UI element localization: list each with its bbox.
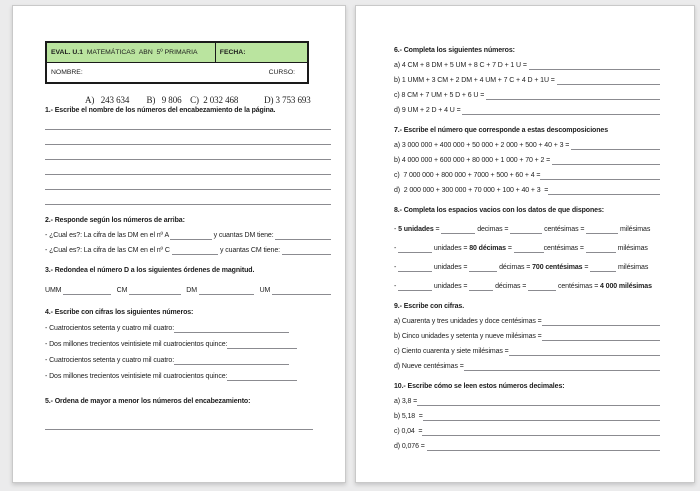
text-segment: c) Ciento cuarenta y siete milésimas = [394,348,509,355]
answer-blank-line [227,340,297,349]
text-segment: milésimas [616,264,649,271]
text-segment: d) Nueve centésimas = [394,363,464,370]
answer-row [394,397,660,406]
text-segment: b) 1 UMM + 3 CM + 2 DM + 4 UM + 7 C + 4 D + 1U = [394,77,557,84]
answer-blank-line [275,231,331,240]
section-8 [394,206,660,291]
text-segment: - [394,226,399,233]
answer-row [394,317,660,326]
answer-row [45,286,331,295]
answer-blank-line [398,263,432,272]
text-segment: décimas = [497,264,533,271]
answer-blank-line [548,186,660,195]
answer-blank-line [586,225,618,234]
section-4 [45,308,331,381]
text-segment: DM [180,287,199,294]
answer-blank-line [227,372,297,381]
text-segment: - [394,264,399,271]
text-segment: milésimas [618,226,651,233]
answer-blank-line [540,171,660,180]
text-segment: = [582,264,591,271]
section-9-heading: 9.- Escribe con cifras. [394,303,465,310]
answer-blank-line [469,263,497,272]
answer-blank-line [552,156,660,165]
text-segment: milésimas [615,245,648,252]
section-7-heading: 7.- Escribe el número que corresponde a estas descomposiciones [394,127,608,134]
text-segment-bold: 5 unidades [398,226,434,233]
answer-blank-line [528,282,556,291]
text-segment-bold: 80 décimas [469,245,506,252]
answer-row [394,244,660,253]
text-segment: UM [254,287,273,294]
answer-blank-line [45,121,331,130]
section-1 [45,106,331,205]
section-2 [45,216,331,255]
answer-row [45,340,331,349]
text-segment: - ¿Cual es?: La cifra de las CM en el nº C [45,247,172,254]
text-segment: décimas = [493,283,529,290]
answer-row [394,282,660,291]
answer-blank-line [45,421,313,430]
answer-row [394,362,660,371]
eval-label: EVAL. U.1 [51,49,83,56]
section-3-heading: 3.- Redondea el número D a los siguientes órdenes de magnitud. [45,267,255,274]
section-3 [45,266,331,295]
answer-blank-line [486,91,660,100]
text-segment: decimas = [475,226,511,233]
answer-row [394,91,660,100]
header-table [45,41,309,84]
text-segment: UMM [45,287,64,294]
answer-blank-line [45,151,331,160]
answer-row [45,324,331,333]
answer-row [45,231,331,240]
answer-blank-line [45,196,331,205]
nombre-label: NOMBRE: [51,69,83,76]
answer-row [394,186,660,195]
answer-blank-line [417,397,660,406]
answer-blank-line [398,282,432,291]
answer-blank-line [45,166,331,175]
answer-blank-line [398,244,432,253]
subject-label: MATEMÁTICAS ABN 5º PRIMARIA [82,49,198,56]
text-segment: d) 9 UM + 2 D + 4 U = [394,107,463,114]
answer-row [394,263,660,272]
text-segment: - ¿Cual es?: La cifra de las DM en el nº A [45,232,171,239]
text-segment: b) Cinco unidades y setenta y nueve milésimas = [394,333,542,340]
answer-row [394,106,660,115]
answer-row [394,61,660,70]
answer-row [45,196,331,205]
answer-blank-line [45,181,331,190]
answer-blank-line [129,286,181,295]
section-10-heading: 10.- Escribe cómo se leen estos números decimales: [394,383,565,390]
answer-blank-line [170,231,211,240]
text-segment-bold: 4 000 milésimas [600,283,652,290]
answer-blank-line [542,317,660,326]
answer-blank-line [529,61,660,70]
text-segment: d) 2 000 000 + 300 000 + 70 000 + 100 + 40 + 3 = [394,187,549,194]
page1-sections [45,106,331,430]
text-segment: centésimas = [556,283,601,290]
answer-blank-line [469,282,493,291]
section-5-heading: 5.- Ordena de mayor a menor los números del encabezamiento: [45,398,251,405]
section-2-heading: 2.- Responde según los números de arriba: [45,217,185,224]
answer-blank-line [422,427,660,436]
answer-row [394,141,660,150]
section-6-heading: 6.- Completa los siguientes números: [394,47,515,54]
text-segment: unidades = [432,283,470,290]
answer-row [45,421,331,430]
text-segment: a) 3,8 = [394,398,418,405]
section-10 [394,382,660,451]
section-9 [394,302,660,371]
text-segment: unidades = [432,245,470,252]
text-segment: c) 7 000 000 + 800 000 + 7000 + 500 + 60 + 4 = [394,172,541,179]
answer-blank-line [282,246,331,255]
answer-row [394,225,660,234]
header-table-row-title [47,43,307,63]
answer-row [45,136,331,145]
answer-row [394,347,660,356]
text-segment: unidades = [432,264,470,271]
answer-blank-line [542,332,660,341]
answer-row [394,427,660,436]
answer-blank-line [462,106,660,115]
section-8-heading: 8.- Completa los espacios vacios con los datos de que dispones: [394,207,604,214]
worksheet-page-1 [12,5,346,483]
answer-row [45,166,331,175]
answer-blank-line [509,347,660,356]
worksheet-page-2 [355,5,695,483]
text-segment: b) 5,18 = [394,413,423,420]
text-segment: = [433,226,442,233]
curso-label: CURSO: [268,69,295,76]
section-5 [45,397,331,430]
answer-blank-line [172,246,219,255]
answer-row [45,246,331,255]
text-segment: c) 8 CM + 7 UM + 5 D + 6 U = [394,92,487,99]
page2-sections [394,46,660,451]
answer-blank-line [464,362,660,371]
answer-blank-line [427,442,660,451]
answer-row [394,171,660,180]
answer-blank-line [571,141,660,150]
answer-blank-line [199,286,254,295]
text-segment: y cuantas DM tiene: [211,232,276,239]
answer-blank-line [514,244,544,253]
header-title-cell [47,43,216,62]
answer-row [45,372,331,381]
answer-row [394,442,660,451]
answer-row [45,151,331,160]
text-segment: - [394,245,399,252]
section-1-heading: 1.- Escribe el nombre de los números del encabezamiento de la página. [45,107,276,114]
text-segment: b) 4 000 000 + 600 000 + 80 000 + 1 000 + 70 + 2 = [394,157,552,164]
answer-blank-line [423,412,660,421]
answer-row [45,121,331,130]
answer-blank-line [441,225,475,234]
text-segment: c) 0,04 = [394,428,423,435]
answer-blank-line [586,244,616,253]
text-segment: a) 4 CM + 8 DM + 5 UM + 8 C + 7 D + 1 U = [394,62,529,69]
answer-row [394,332,660,341]
answer-blank-line [557,76,660,85]
text-segment: d) 0,076 = [394,443,427,450]
fecha-cell: FECHA: [219,49,246,56]
text-segment-bold: 700 centésimas [532,264,583,271]
text-segment: CM [111,287,130,294]
answer-row [394,156,660,165]
header-table-row-name [47,63,307,82]
answer-blank-line [590,263,616,272]
text-segment: - Dos millones trecientos veintisiete mil cuatrocientos quince: [45,373,228,380]
section-6 [394,46,660,115]
text-segment: a) 3 000 000 + 400 000 + 50 000 + 2 000 + 500 + 40 + 3 = [394,142,572,149]
answer-blank-line [272,286,331,295]
text-segment: centésimas = [543,245,586,252]
header-numbers-row: A) 243 634 B) 9 806 C) 2 032 468 D) 3 753 693 [85,95,311,105]
answer-blank-line [45,136,331,145]
answer-blank-line [510,225,542,234]
section-4-heading: 4.- Escribe con cifras los siguientes números: [45,309,194,316]
text-segment: - Dos millones trecientos veintisiete mil cuatrocientos quince: [45,341,228,348]
section-7 [394,126,660,195]
answer-row [45,181,331,190]
text-segment: = [505,245,514,252]
answer-blank-line [174,356,289,365]
text-segment: centésimas = [542,226,587,233]
answer-blank-line [174,324,289,333]
text-segment: a) Cuarenta y tres unidades y doce centésimas = [394,318,542,325]
answer-blank-line [63,286,111,295]
answer-row [45,356,331,365]
text-segment: y cuantas CM tiene: [218,247,282,254]
answer-row [394,412,660,421]
text-segment: - Cuatrocientos setenta y cuatro mil cuatro: [45,325,175,332]
text-segment: - [394,283,399,290]
text-segment: - Cuatrocientos setenta y cuatro mil cuatro: [45,357,175,364]
answer-row [394,76,660,85]
